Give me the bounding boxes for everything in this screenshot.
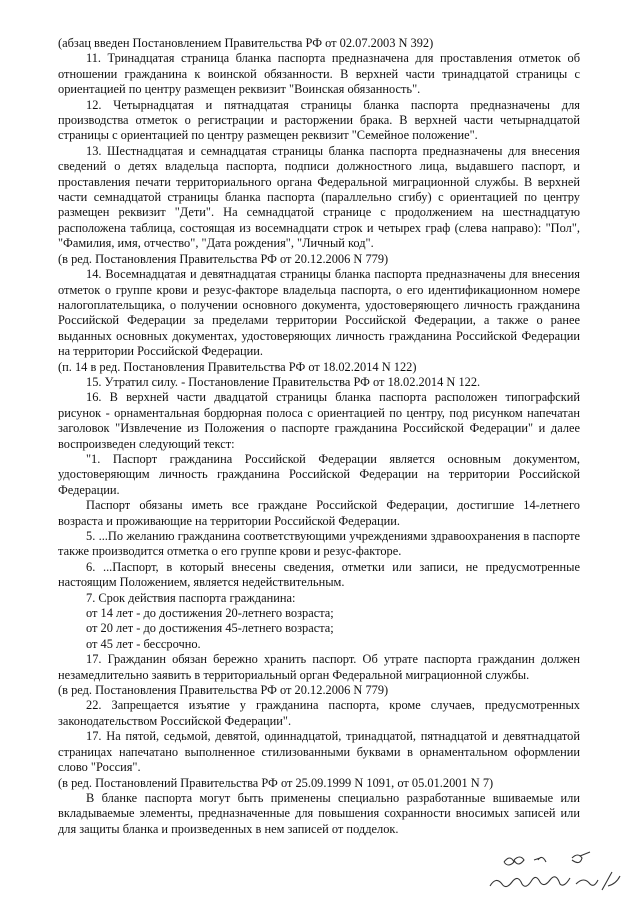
document-body: [58, 36, 580, 837]
paragraph: от 20 лет - до достижения 45-летнего возраста;: [86, 621, 334, 636]
paragraph: Паспорт обязаны иметь все граждане Российской Федерации, достигшие 14-летнего возраста и проживающие на территории Российской Федерации.: [58, 498, 580, 528]
paragraph: 11. Тринадцатая страница бланка паспорта предназначена для проставления отметок об отношении гражданина к воинской обязанности. В верхней части тринадцатой страницы с ориентацией по центру размещен реквизит "Воинская обязанность".: [58, 51, 580, 97]
paragraph: "1. Паспорт гражданина Российской Федерации является основным документом, удостоверяющим личность гражданина Российской Федерации на территории Российской Федерации.: [58, 451, 580, 497]
paragraph: 17. На пятой, седьмой, девятой, одиннадцатой, тринадцатой, пятнадцатой и девятнадцатой страницах напечатано выполненное стилизованными буквами в орнаментальном оформлении слово "Россия".: [58, 729, 580, 775]
paragraph: 16. В верхней части двадцатой страницы бланка паспорта расположен типографский рисунок - орнаментальная бордюрная полоса с ориентацией по центру, под рисунком напечатан заголовок "Извлечение из Положения о паспорте гражданина Российской Федерации" и далее воспроизведен следующий текст:: [58, 390, 580, 451]
paragraph: 17. Гражданин обязан бережно хранить паспорт. Об утрате паспорта гражданин должен незамедлительно заявить в территориальный орган Федеральной миграционной службы.: [58, 652, 580, 682]
paragraph: 22. Запрещается изъятие у гражданина паспорта, кроме случаев, предусмотренных законодательством Российской Федерации".: [58, 698, 580, 728]
amendment-note: (п. 14 в ред. Постановления Правительства РФ от 18.02.2014 N 122): [58, 359, 417, 374]
paragraph: 12. Четырнадцатая и пятнадцатая страницы бланка паспорта предназначены для производства отметок о регистрации и расторжении брака. В верхней части четырнадцатой страницы с ориентацией по центру размещен реквизит "Семейное положение".: [58, 97, 580, 143]
amendment-note: (в ред. Постановлений Правительства РФ от 25.09.1999 N 1091, от 05.01.2001 N 7): [58, 775, 494, 790]
paragraph: 5. ...По желанию гражданина соответствующими учреждениями здравоохранения в паспорте также производится отметка о его группе крови и резус-факторе.: [58, 529, 580, 559]
paragraph: 7. Срок действия паспорта гражданина:: [86, 590, 296, 605]
amendment-note: (в ред. Постановления Правительства РФ от 20.12.2006 N 779): [58, 251, 389, 266]
paragraph: 14. Восемнадцатая и девятнадцатая страницы бланка паспорта предназначены для внесения отметок о группе крови и резус-факторе владельца паспорта, о его идентификационном номере налогоплательщика, о получении основного документа, удостоверяющего личность гражданина Российской Федерации за пределами территории Российской Федерации, а также о ранее выданных основных документах, удостоверяющих личность гражданина Российской Федерации на территории Российской Федерации.: [58, 267, 580, 359]
paragraph: от 14 лет - до достижения 20-летнего возраста;: [86, 606, 334, 621]
paragraph: 6. ...Паспорт, в который внесены сведения, отметки или записи, не предусмотренные настоящим Положением, является недействительным.: [58, 559, 580, 590]
paragraph: В бланке паспорта могут быть применены специально разработанные вшиваемые или вкладываемые элементы, предназначенные для повышения сохранности вносимых записей или для защиты бланка и произведенных в нем записей от подделок.: [58, 790, 580, 836]
amendment-note: (в ред. Постановления Правительства РФ от 20.12.2006 N 779): [58, 683, 389, 698]
paragraph: 13. Шестнадцатая и семнадцатая страницы бланка паспорта предназначены для внесения сведений о детях владельца паспорта, подписи должностного лица, выдавшего паспорт, и проставления печати территориального органа Федеральной миграционной службы. В верхней части семнадцатой страницы бланка паспорта (параллельно сгибу) с ориентацией по центру размещен реквизит "Дети". На семнадцатой странице с продолжением на шестнадцатую расположена таблица, состоящая из восемнадцати строк и четырех граф (слева направо): "Пол", "Фамилия, имя, отчество", "Дата рождения", "Личный код".: [58, 143, 580, 251]
paragraph: от 45 лет - бессрочно.: [86, 636, 201, 651]
amendment-note: (абзац введен Постановлением Правительства РФ от 02.07.2003 N 392): [58, 36, 434, 50]
paragraph: 15. Утратил силу. - Постановление Правительства РФ от 18.02.2014 N 122.: [86, 374, 481, 389]
handwritten-signature: [480, 850, 630, 898]
